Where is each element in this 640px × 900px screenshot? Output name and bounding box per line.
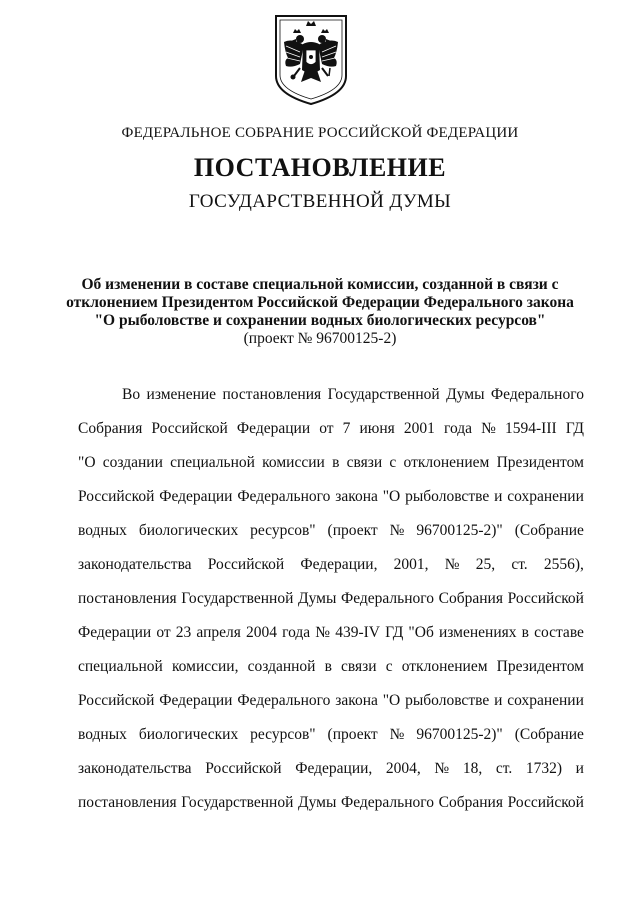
body-word: Думы [298,794,337,811]
body-word: (проект [327,726,378,743]
document-type-heading: ПОСТАНОВЛЕНИЕ [193,153,447,182]
body-paragraph [78,386,584,828]
body-line [78,624,584,658]
body-line [78,726,584,760]
body-word: в [332,454,340,471]
body-word: 2556), [543,556,584,573]
body-word: Государственной [181,794,294,811]
body-word: 439-IV [335,624,380,641]
body-line [78,386,584,420]
body-word: № [315,624,331,641]
body-word: составе [534,624,584,641]
body-word: "О [382,692,401,709]
body-word: изменениях [438,624,517,641]
body-word: Федерации, [295,760,373,777]
body-word: Собрания [78,420,143,437]
body-word: Российской [205,760,282,777]
body-word: Государственной [327,386,440,403]
body-line [78,556,584,590]
body-line [78,760,584,794]
body-word: № [481,420,496,437]
body-word: Федерального [340,794,435,811]
body-word: 2001, [393,556,429,573]
body-word: водных [78,522,127,539]
body-word: отклонением [403,454,490,471]
body-word: 1732) [525,760,563,777]
body-word: связи [346,454,383,471]
body-word: и [575,760,584,777]
body-word: Федерации [159,488,233,505]
body-word: Федерального [237,692,331,709]
body-word: и [494,692,503,709]
body-word: года [282,624,311,641]
body-word: создании [102,454,163,471]
body-word: Думы [446,386,485,403]
body-word: с [385,658,393,675]
body-word: ст. [511,556,528,573]
body-word: 2001 [403,420,435,437]
body-word: законодательства [78,760,192,777]
body-word: Президентом [496,454,584,471]
document-subtype-heading: ГОСУДАРСТВЕННОЙ ДУМЫ [188,191,452,212]
body-word: сохранении [507,488,584,505]
body-word: постановления [222,386,322,403]
body-word: Собрания [438,590,503,607]
document-title [40,276,600,330]
body-word: Российской [507,590,584,607]
body-word: отклонением [401,658,488,675]
body-word: 1594-III [505,420,557,437]
body-word: ст. [495,760,513,777]
project-number-text: (проект № 96700125-2) [243,330,397,347]
body-word: Федерального [490,386,584,403]
body-word: года [443,420,473,437]
body-word: июня [359,420,395,437]
body-word: Федерального [237,488,331,505]
body-word: № [434,760,450,777]
body-word: 25, [475,556,496,573]
body-word: 18, [462,760,483,777]
body-word: законодательства [78,556,192,573]
document-title-line: отклонением Президентом Российской Федерации Федерального закона [66,294,574,311]
body-word: комиссии [262,454,325,471]
body-word: Во [122,386,141,403]
body-line [78,420,584,454]
body-word: сохранении [507,692,584,709]
body-line [78,794,584,828]
body-word: Федерации, [300,556,378,573]
body-word: закона [335,692,378,709]
body-word: от [319,420,334,437]
body-word: "О [78,454,96,471]
body-word: водных [78,726,127,743]
body-word: апреля [196,624,241,641]
body-word: Президентом [496,658,584,675]
body-word: и [494,488,503,505]
body-word: закона [335,488,378,505]
body-word: Российской [78,692,155,709]
body-word: 96700125-2)" [416,522,503,539]
body-word: ресурсов" [250,522,316,539]
body-word: Российской [207,556,285,573]
state-emblem-icon [270,12,352,106]
body-word: "Об [408,624,434,641]
body-word: (Собрание [514,726,584,743]
body-line [78,692,584,726]
body-word: специальной [170,454,255,471]
body-word: (проект [327,522,378,539]
body-word: Федерального [340,590,435,607]
body-line [78,658,584,692]
body-word: (Собрание [514,522,584,539]
body-word: рыболовстве [405,488,490,505]
body-word: 23 [175,624,192,641]
body-word: постановления [78,794,177,811]
body-word: в [521,624,529,641]
body-word: Российской [151,420,228,437]
body-word: в [324,658,332,675]
body-word: с [389,454,397,471]
body-word: "О [382,488,401,505]
body-word: Федерации [78,624,152,641]
body-word: № [444,556,460,573]
body-word: № [389,522,405,539]
document-title-line: "О рыболовстве и сохранении водных биологических ресурсов" [94,312,546,329]
body-word: 7 [342,420,351,437]
body-word: изменение [146,386,217,403]
body-word: от [156,624,171,641]
body-line [78,522,584,556]
body-word: созданной [247,658,316,675]
body-word: Думы [298,590,337,607]
document-title-line: Об изменении в составе специальной комиссии, созданной в связи с [81,276,559,293]
body-word: 2004 [246,624,277,641]
body-word: Российской [78,488,155,505]
project-number [0,330,640,348]
body-word: Федерации [159,692,233,709]
body-word: Российской [507,794,584,811]
body-word: Федерации [236,420,311,437]
body-word: 2004, [385,760,421,777]
body-word: ГД [565,420,584,437]
body-word: Государственной [181,590,294,607]
body-word: Собрания [438,794,503,811]
body-line [78,488,584,522]
body-word: № [389,726,405,743]
body-word: связи [341,658,377,675]
body-word: 96700125-2)" [416,726,503,743]
body-line [78,454,584,488]
body-word: биологических [138,522,239,539]
organization-name: ФЕДЕРАЛЬНОЕ СОБРАНИЕ РОССИЙСКОЙ ФЕДЕРАЦИИ [121,125,519,141]
body-word: специальной [78,658,163,675]
body-word: рыболовстве [405,692,490,709]
body-word: постановления [78,590,177,607]
body-line [78,590,584,624]
body-word: ГД [385,624,404,641]
body-word: комиссии, [171,658,239,675]
body-word: ресурсов" [250,726,316,743]
body-word: биологических [138,726,239,743]
